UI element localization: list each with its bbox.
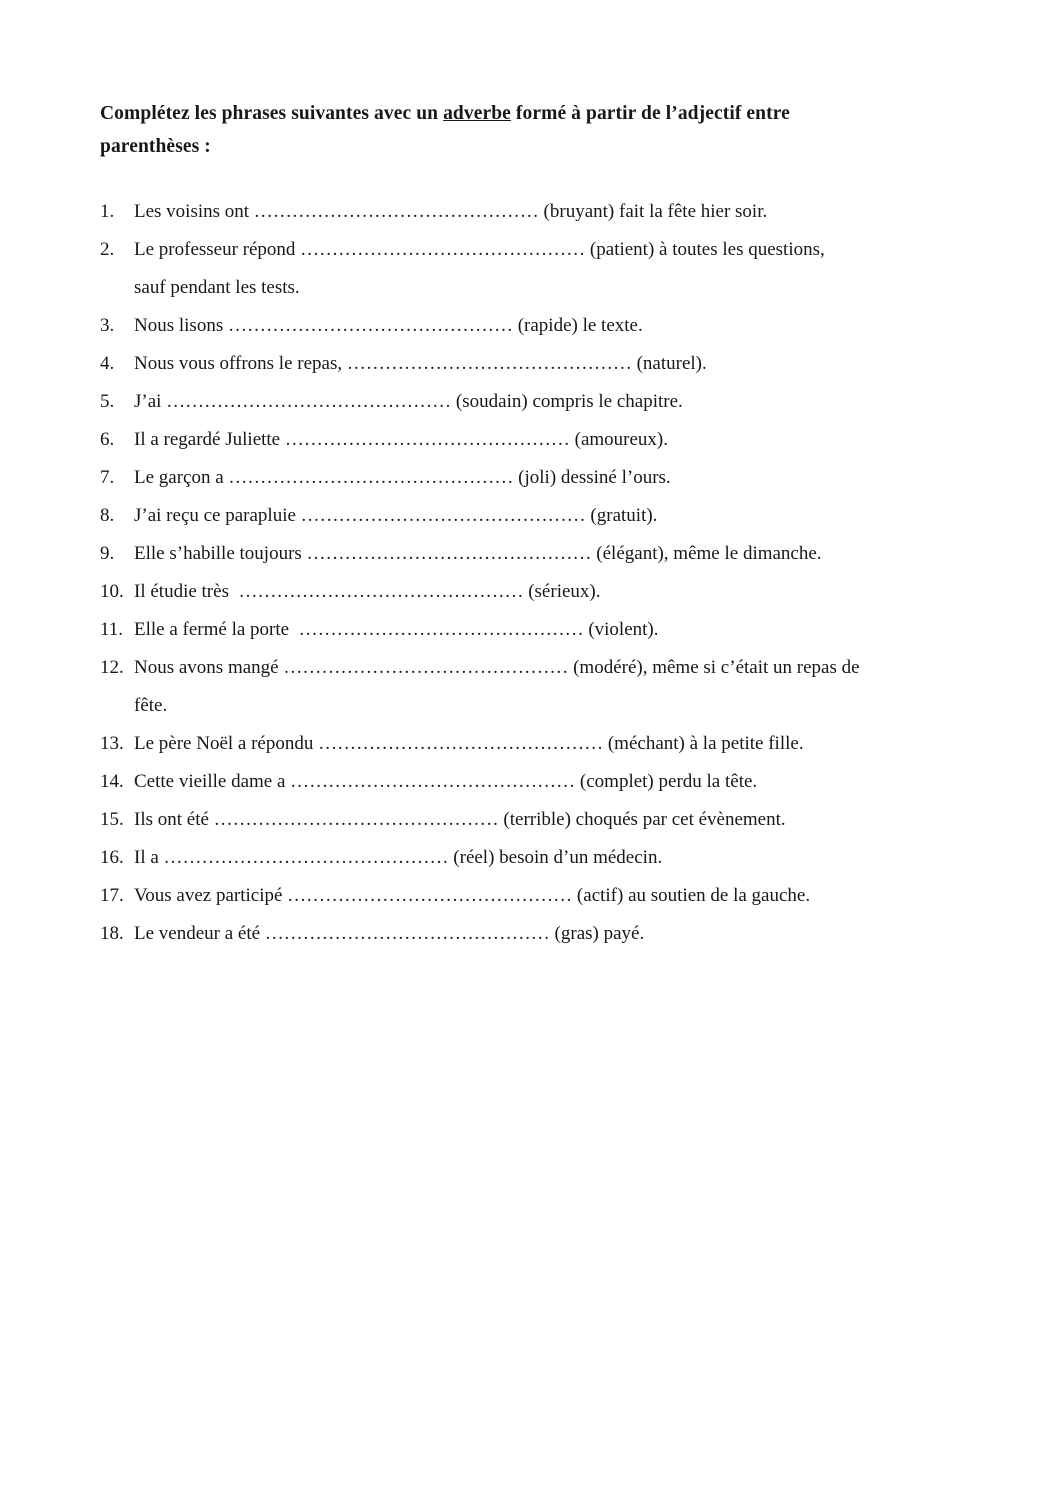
item-content <box>134 307 998 345</box>
item-number: 5. <box>100 391 115 412</box>
item-content <box>134 649 998 725</box>
item-content <box>134 725 998 763</box>
item-content <box>134 383 998 421</box>
exercise-item-10 <box>100 573 998 611</box>
item-content <box>134 459 998 497</box>
item-content <box>134 801 998 839</box>
item-text: Elle a fermé la porte ……………………………………… (violent). <box>134 619 659 640</box>
title-text-after: formé à partir de l’adjectif entre <box>510 103 790 124</box>
exercise-item-13 <box>100 725 998 763</box>
item-number: 17. <box>100 885 124 906</box>
item-text-continuation: sauf pendant les tests. <box>134 277 300 298</box>
item-number: 12. <box>100 657 124 678</box>
exercise-item-15 <box>100 801 998 839</box>
exercise-item-2 <box>100 231 998 307</box>
item-number: 9. <box>100 543 115 564</box>
item-content <box>134 839 998 877</box>
item-content <box>134 877 998 915</box>
item-text: Le garçon a ……………………………………… (joli) dessiné l’ours. <box>134 467 671 488</box>
title-text-before: Complétez les phrases suivantes avec un <box>100 103 444 124</box>
item-content <box>134 611 998 649</box>
item-number: 10. <box>100 581 124 602</box>
item-number: 1. <box>100 201 115 222</box>
item-number: 2. <box>100 239 115 260</box>
item-text: Il a ……………………………………… (réel) besoin d’un médecin. <box>134 847 663 868</box>
title-underlined-word: adverbe <box>443 103 511 124</box>
item-text-continuation: fête. <box>134 695 168 716</box>
item-number: 14. <box>100 771 124 792</box>
item-number: 18. <box>100 923 124 944</box>
item-text: J’ai reçu ce parapluie ……………………………………… (gratuit). <box>134 505 658 526</box>
item-content <box>134 421 998 459</box>
exercise-item-14 <box>100 763 998 801</box>
exercise-item-6 <box>100 421 998 459</box>
item-text: J’ai ……………………………………… (soudain) compris le chapitre. <box>134 391 683 412</box>
item-content <box>134 915 998 953</box>
exercise-item-1 <box>100 193 998 231</box>
item-number: 6. <box>100 429 115 450</box>
item-text: Vous avez participé ……………………………………… (actif) au soutien de la gauche. <box>134 885 811 906</box>
item-content <box>134 345 998 383</box>
exercise-item-7 <box>100 459 998 497</box>
exercise-item-5 <box>100 383 998 421</box>
worksheet-title <box>100 97 998 163</box>
exercise-item-3 <box>100 307 998 345</box>
item-content <box>134 497 998 535</box>
item-text: Le professeur répond ……………………………………… (patient) à toutes les questions, <box>134 239 825 260</box>
item-content <box>134 763 998 801</box>
item-text: Le vendeur a été ……………………………………… (gras) payé. <box>134 923 645 944</box>
item-text: Nous vous offrons le repas, ……………………………………… (naturel). <box>134 353 707 374</box>
item-number: 7. <box>100 467 115 488</box>
exercise-item-17 <box>100 877 998 915</box>
exercise-item-11 <box>100 611 998 649</box>
item-text: Le père Noël a répondu ……………………………………… (méchant) à la petite fille. <box>134 733 804 754</box>
item-text: Cette vieille dame a ……………………………………… (complet) perdu la tête. <box>134 771 758 792</box>
exercise-item-16 <box>100 839 998 877</box>
item-number: 11. <box>100 619 124 640</box>
title-line-2: parenthèses : <box>100 136 211 157</box>
exercise-item-9 <box>100 535 998 573</box>
exercise-list <box>100 193 998 953</box>
item-content <box>134 193 998 231</box>
item-text: Les voisins ont ……………………………………… (bruyant) fait la fête hier soir. <box>134 201 768 222</box>
item-text: Nous lisons ……………………………………… (rapide) le texte. <box>134 315 643 336</box>
title-line-1 <box>100 97 998 130</box>
item-number: 16. <box>100 847 124 868</box>
item-text: Elle s’habille toujours ……………………………………… (élégant), même le dimanche. <box>134 543 822 564</box>
exercise-item-18 <box>100 915 998 953</box>
item-content <box>134 231 998 307</box>
item-text: Il étudie très ……………………………………… (sérieux). <box>134 581 601 602</box>
item-number: 8. <box>100 505 115 526</box>
exercise-item-12 <box>100 649 998 725</box>
item-text: Ils ont été ……………………………………… (terrible) choqués par cet évènement. <box>134 809 786 830</box>
exercise-item-4 <box>100 345 998 383</box>
item-number: 13. <box>100 733 124 754</box>
item-number: 15. <box>100 809 124 830</box>
item-number: 4. <box>100 353 115 374</box>
item-text: Nous avons mangé ……………………………………… (modéré), même si c’était un repas de <box>134 657 860 678</box>
item-number: 3. <box>100 315 115 336</box>
item-content <box>134 573 998 611</box>
item-content <box>134 535 998 573</box>
exercise-item-8 <box>100 497 998 535</box>
item-text: Il a regardé Juliette ……………………………………… (amoureux). <box>134 429 668 450</box>
